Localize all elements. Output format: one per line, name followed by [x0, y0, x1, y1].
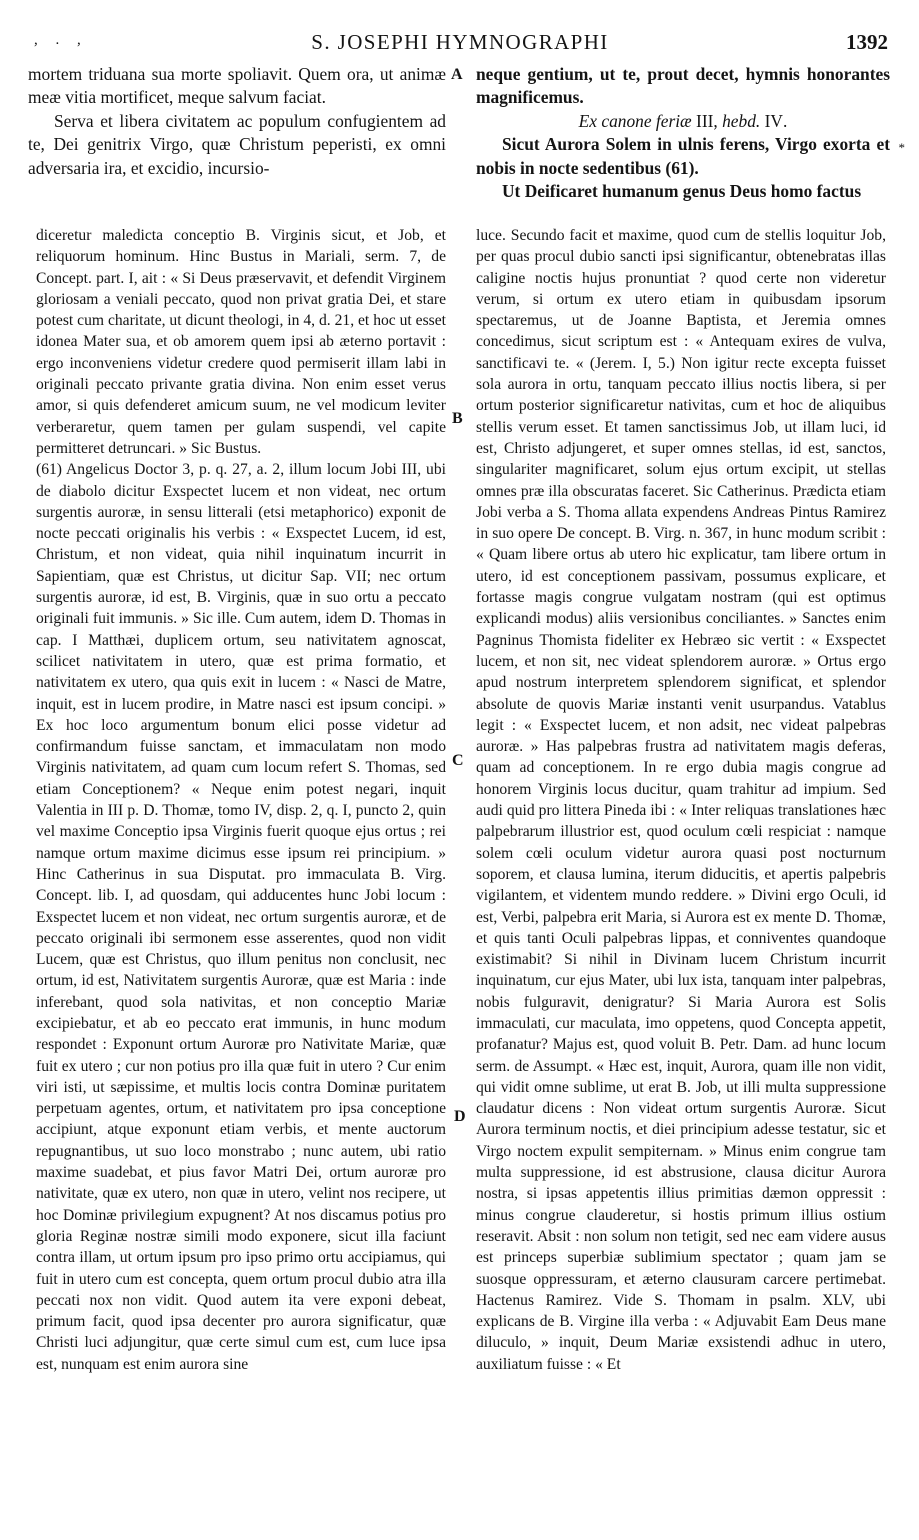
- running-title: S. JOSEPHI HYMNOGRAPHI: [311, 30, 609, 54]
- main-text-paragraph: Ut Deificaret humanum genus Deus homo factus: [502, 181, 862, 202]
- heading-feria: III: [696, 110, 714, 131]
- main-text-paragraph: mortem triduana sua morte spoliavit. Quem ora, ut animæ meæ vitia mortificet, meque salvum faciat.: [28, 64, 446, 108]
- footnote-left-column: [36, 225, 446, 1375]
- heading-text: Ex canone feriæ: [578, 110, 692, 131]
- footnote-right-column: [476, 225, 886, 1375]
- margin-tick-mark: *: [898, 140, 905, 155]
- margin-letter-b: B: [452, 410, 463, 427]
- footnote-paragraph: luce. Secundo facit et maxime, quod cum de stellis loquitur Job, per quas procul dubio sancti ipsi significantur, obtenebratas illas caligine noctis hujus pronuntiat ? quod certe non videretur verum, si ortum ex utero etiam in quibusdam ipsorum spectaremus, ut de Joanne Baptista, et Jeremia omnes concedimus, sicut scriptum est : « Antequam exires de vulva, sanctificavi te. « (Jerem. I, 5.) Non igitur recte excepta fuisset sola aurora in ortu, tanquam peccato illius noctis libera, si per ortum posterior significaretur nativitas, cum et hoc de aliquibus stellis verum esset. Et tamen sanctissimus Job, ut illam luci, id est, Christo adjungeret, et super omnes stellas, id est, sanctos, singulariter magnificaret, solum ejus ortum excipit, ut stellas omnes præ illa obscuratas faceret. Sic Catherinus. Prædicta etiam Jobi verba a S. Thoma allata expendens Andreas Pintus Ramirez in suo opere De concept. B. Virg. n. 367, in hunc modum scribit : « Quam libere ortus ab utero hic explicatur, tam libere ortum in utero, id est conceptionem passivam, possumus explicare, et fortasse magis congrue vulgatam nostram (qui est optimus explicandi modus) aliis versionibus conciliantes. » Sanctes enim Pagninus Thomista fideliter ex Hebræo sic vertit : « Exspectet lucem, et non sit, nec videat splendorem auroræ. » Ortus ergo apud nostrum interpretem splendorem significat, et splendor absolute de quovis Mariæ instanti venit usurpandus. Vatablus legit : « Exspectet lucem, et non adsit, nec videat palpebras auroræ. » Has palpebras frustra ad nativitatem magis deferas, quam ad conceptionem. In re ergo dubia magis congrue ad honorem Virginis locus ducitur, quam trahitur ad impium. Sed audi quid pro littera Pineda ibi : « Inter reliquas translationes hæc palpebrarum illustrior est, quod oculum cœli respiciat : namque solem cœli oculum videtur aurora quasi post nocturnum soporem, et clausa lumina, iterum diducitis, et apertis palpebris vigilantem, et videntem mundo reddere. » Divini ergo Oculi, id est, Verbi, palpebra erit Maria, si Aurora est ex mente D. Thomæ, et quis tanti Oculi palpebras lippas, et conniventes quandoque existimabit? Si nihil in Divinam lucem Christum incurrit inquinatum, cur ejus Mater, ubi lux ista, tanquam inter palpebras, nobis fulguravit, denigratur? Si Maria Aurora est Solis immaculati, cur maculata, imo oppetens, quod Concepta appetit, profanatur? Majus est, quod voluit B. Petr. Dam. ad hunc locum serm. de Assumpt. « Hæc est, inquit, Aurora, quam ille non vidit, qui vidit omne sublime, ut erat B. Job, ut illi multa suppressione claudatur dicens : Non videat ortum surgentis Auroræ. Sicut Aurora terminum noctis, et diei principium adesse testatur, sic et Virgo noctem expulit sempiternam. » Minus enim congrue tam multa suppressione, id est abstrusione, clausa dicitur Aurora nostra, si ipsas appetentis illius primitias dæmon oppressit : minus congrue clauderetur, si hostis primum illius ostium reseravit. Absit : non solum non tetigit, sed nec eam videre ausus est princeps superbiæ sublimium spectator ; quam jam se suosque oppressuram, et æterno clausuram carcere pertimebat. Hactenus Ramirez. Vide S. Thomam in psalm. XLV, ubi explicans de B. Virgine illa verba : « Adjuvabit Eam Deus mane diluculo, » inquit, Deum Mariæ exsistendi adhuc in utero, auxiliatum fuisse : « Et: [476, 227, 886, 1373]
- main-text-paragraph: Sicut Aurora Solem in ulnis ferens, Virgo exorta et nobis in nocte sedentibus (61).: [476, 134, 890, 178]
- main-text-paragraph: Serva et libera civitatem ac populum confugientem ad te, Dei genitrix Virgo, quæ Christum peperisti, ex omni adversaria ira, et excidio, incursio-: [28, 110, 446, 178]
- main-text-left-column: [28, 63, 446, 180]
- running-header: [20, 28, 900, 54]
- header-marks: , . ,: [34, 32, 88, 48]
- footnote-paragraph: (61) Angelicus Doctor 3, p. q. 27, a. 2, illum locum Jobi III, ubi de diabolo dicitur Exspectet lucem et non videat, nec ortum surgentis auroræ, in sensu litterali (etsi metaphorico) exponit de nocte peccati originalis his verbis : « Exspectet Lucem, id est, Christum, et non videat, quia nihil inquinatum incurrit in Sapientiam, quæ est Christus, ut dicitur Sap. VII; nec ortum surgentis auroræ, id est, B. Virginis, quæ in suo ortu a peccato originali fuit immunis. » Sic ille. Cum autem, idem D. Thomas in cap. I Matthæi, duplicem ortum, seu nativitatem agnoscat, scilicet nativitatem in utero, quæ est prima formatio, et nativitatem ex utero, qua quis exit in lucem : « Nasci de Matre, inquit, est in lucem prodire, in Matre nasci est ipsum concipi. » Ex hoc loco argumentum bonum elici posse videtur ad confirmandum fuisse sanctam, et immaculatam non modo Virginis nativitatem, ad quam cum locum refert S. Thomas, sed etiam Conceptionem? « Neque enim potest negari, inquit Valentia in III p. D. Thomæ, tomo IV, disp. 2, q. I, puncto 2, quin vel maxime Conceptio ipsa Virginis fuerit quoque ejus ortus ; rei namque ortum maxime dicimus esse ipsum rei principium. » Hinc Catherinus in sua Disputat. pro immaculata B. Virg. Concept. lib. I, ad quosdam, qui adducentes hunc Jobi locum : Exspectet lucem et non videat, nec ortum surgentis auroræ, et de peccato originali ibi sermonem esse asserentes, quod non vidit Lucem, quæ est Christus, quo illum penitus non conclusit, nec ortum, id est, Nativitatem surgentis Auroræ, quæ est Maria : inde inferebant, quod sola nativitas, et non conceptio Mariæ excipiebatur, et ab eo peccato erat immunis, in hunc modum respondet : Exponunt ortum Auroræ pro Nativitate Mariæ, quæ fuit ex utero ; cur non potius pro illa quæ fuit in utero ? Cur enim viri isti, ut sæpissime, et multis locis contra Dominæ puritatem perpetuam agentes, ortum, et nativitatem pro ipsa conceptione accipiunt, atque exponunt etiam verbis, et mente auctorum repugnantibus, ut suo loco monstrabo ; nunc autem, ubi ratio maxime suadebat, et pius favor Matri Dei, ortum auroræ pro nativitate, quæ ex utero, non quæ in utero, velint nos recipere, ut hoc Dominæ privilegium expugnent? At nos discamus potius pro gloria Reginæ nostræ simili modo exponere, sicut illa faciunt contra illam, ut ortum ipsum pro ipso primo ortu accipiamus, qui fuit in utero cum est concepta, quem ortum procul dubio atra illa peccati nox non vidit. Quod autem ita vere exponi debeat, primum facit, quod ipsa decenter pro aurora significatur, quæ Christi luci adjungitur, quæ certe simul cum est, cum luce ipsa est, nunquam est enim aurora sine: [36, 461, 446, 1373]
- page-number: 1392: [846, 30, 888, 54]
- margin-letter-a: A: [451, 66, 463, 83]
- main-text-right-column: [476, 63, 890, 203]
- section-heading: Ex canone feriæ III, hebd. IV.: [578, 110, 788, 131]
- main-text-paragraph: neque gentium, ut te, prout decet, hymnis honorantes magnificemus.: [476, 64, 890, 108]
- footnote-paragraph: diceretur maledicta conceptio B. Virginis sicut, et Job, et reliquorum hominum. Hinc Bustus in Mariali, serm. 7, de Concept. part. I, ait : « Si Deus præservavit, et defendit Virginem gloriosam a veniali peccato, quod non privat gratia Dei, et stare potest cum charitate, ut dicunt theologi, in 4, d. 21, et hoc ut esset idonea Mater sua, et ob amorem quem ipsi ab æterno portavit : ergo inconveniens videtur credere quod permiserit illam labi in originali peccato privante gratia divina. Non enim esset verus amor, si quis defenderet amicum suum, ne vel modicum leviter verberaretur, quem tamen per gulam suspendi, vel capite permitteret detruncari. » Sic Bustus.: [36, 227, 446, 457]
- margin-letter-d: D: [454, 1108, 466, 1125]
- margin-letter-c: C: [452, 752, 464, 769]
- heading-hebd: hebd.: [722, 110, 761, 131]
- heading-week: IV: [764, 110, 783, 131]
